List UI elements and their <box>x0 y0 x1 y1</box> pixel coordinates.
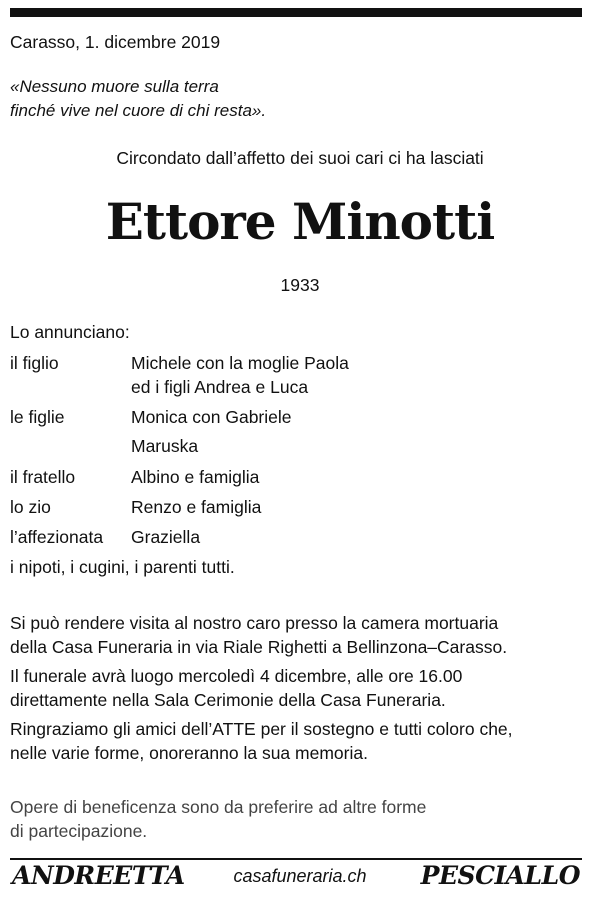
footer-brand-right: PESCIALLO <box>420 861 580 890</box>
paragraph-line: nelle varie forme, onoreranno la sua memoria. <box>10 743 368 763</box>
footer-brand-left: ANDREETTA <box>12 861 185 890</box>
family-name-line: Maruska <box>131 436 199 456</box>
dateline: Carasso, 1. dicembre 2019 <box>10 32 221 52</box>
family-names <box>131 465 259 489</box>
family-name-line: Graziella <box>131 527 201 547</box>
family-name-line: Michele con la moglie Paola <box>131 353 349 373</box>
top-rule <box>10 8 582 17</box>
family-relation: l’affezionata <box>10 527 104 547</box>
family-name-line: ed i figli Andrea e Luca <box>131 377 309 397</box>
family-name-line: Monica con Gabriele <box>131 407 292 427</box>
quote-line-2: finché vive nel cuore di chi resta». <box>10 101 267 120</box>
family-relation: lo zio <box>10 497 51 517</box>
announcement-label: Lo annunciano: <box>10 322 130 342</box>
family-names <box>131 405 292 429</box>
charity-line: di partecipazione. <box>10 821 148 841</box>
family-relation: il fratello <box>10 467 76 487</box>
family-relation: il figlio <box>10 353 59 373</box>
birth-year: 1933 <box>280 275 320 295</box>
charity-line: Opere di beneficenza sono da preferire ad altre forme <box>10 797 427 817</box>
family-names <box>131 525 200 549</box>
family-names <box>131 351 349 399</box>
paragraph-line: direttamente nella Sala Cerimonie della Casa Funeraria. <box>10 690 446 710</box>
thanks-paragraph <box>10 717 513 765</box>
family-name-line: Albino e famiglia <box>131 467 260 487</box>
paragraph-line: Si può rendere visita al nostro caro presso la camera mortuaria <box>10 613 499 633</box>
family-relation: le figlie <box>10 407 65 427</box>
family-names <box>131 495 261 519</box>
quote-line-1: «Nessuno muore sulla terra <box>10 77 219 96</box>
paragraph-line: Ringraziamo gli amici dell’ATTE per il sostegno e tutti coloro che, <box>10 719 513 739</box>
funeral-paragraph <box>10 664 462 712</box>
all-relatives: i nipoti, i cugini, i parenti tutti. <box>10 557 235 577</box>
charity-note <box>10 795 426 843</box>
memorial-quote <box>10 75 266 123</box>
deceased-name: Ettore Minotti <box>105 192 495 251</box>
paragraph-line: Il funerale avrà luogo mercoledì 4 dicembre, alle ore 16.00 <box>10 666 463 686</box>
paragraph-line: della Casa Funeraria in via Riale Righetti a Bellinzona–Carasso. <box>10 637 508 657</box>
family-names <box>131 434 198 458</box>
visit-paragraph <box>10 611 507 659</box>
family-name-line: Renzo e famiglia <box>131 497 262 517</box>
intro-text: Circondato dall’affetto dei suoi cari ci ha lasciati <box>116 148 484 168</box>
footer-website: casafuneraria.ch <box>233 866 367 886</box>
